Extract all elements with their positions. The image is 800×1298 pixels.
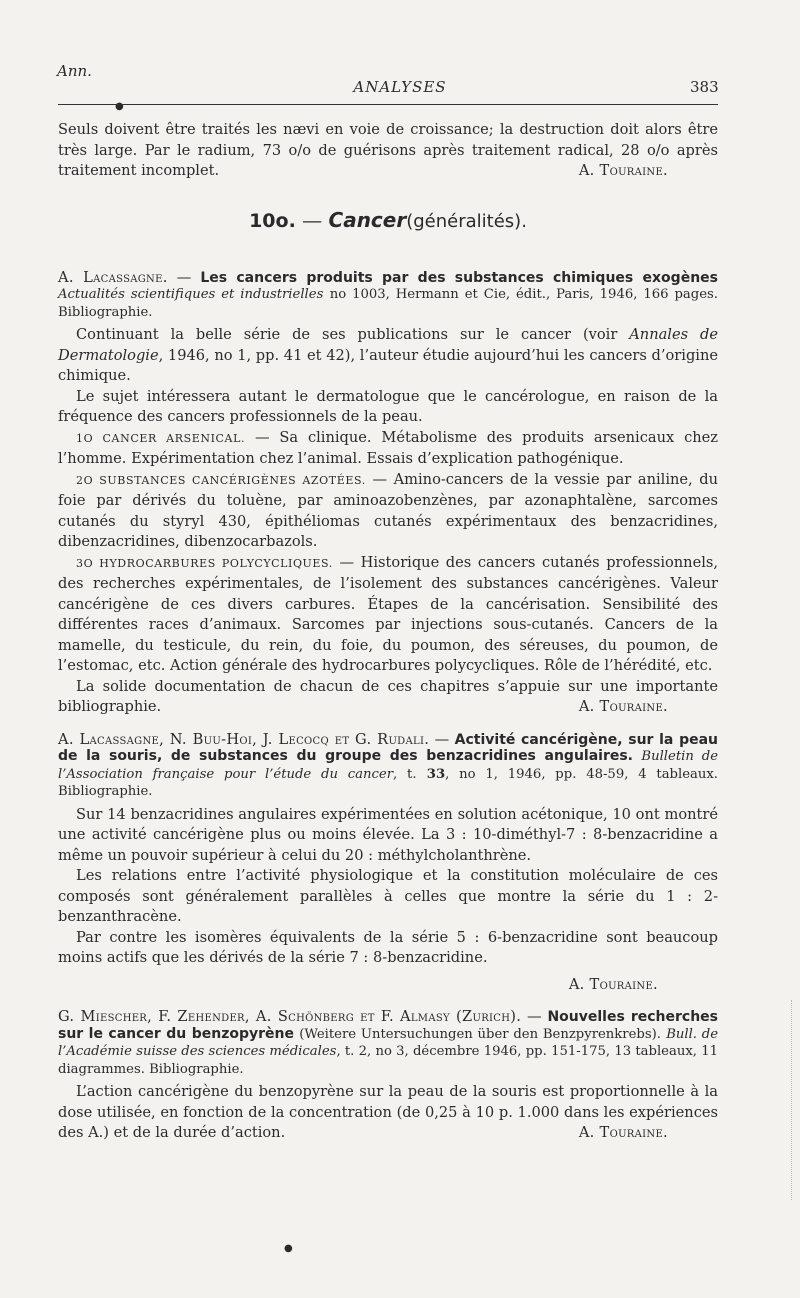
paragraph-text: — Historique des cancers cutanés professionnels, des recherches expérimentales, de l’isolement des substances cancérigènes. Valeur cancérigène de ces divers carbures. Étapes de la cancérisation. Sensibilité des différentes races d’animaux. Sarcomes par injections sous-cutanés. Cancers de la mamelle, du testicule, du rein, du foie, du poumon, des séreuses, du poumon, de l’estomac, etc. Action générale des hydrocarbures polycycliques. Rôle de l’hérédité, etc. [58,553,718,674]
entry-signature: A. Touraine. [578,1124,668,1141]
intro-paragraph [58,120,718,182]
page-number: 383 [690,78,719,96]
paragraph-text: Continuant la belle série de ses publications sur le cancer (voir [76,326,618,343]
entry-paragraph: Par contre les isomères équivalents de la série 5 : 6-benzacridine sont beaucoup moins actifs que les dérivés de la série 7 : 8-benzacridine. [58,928,718,966]
entry-title: Les cancers produits par des substances chimiques exogènes [200,269,718,286]
paragraph-label: 3O HYDROCARBURES POLYCYCLIQUES. [76,556,333,570]
section-number: 10o. [249,209,296,232]
entry-paragraph [58,677,718,718]
paragraph-text: L’action cancérigène du benzopyrène sur la peau de la souris est proportionnelle à la dose utilisée, en fonction de la concentration (de 0,25 à 10 p. 1.000 dans les expériences des A.) et de la durée d’action. [58,1083,718,1141]
main-text [58,120,718,1144]
section-title: Cancer [328,207,407,232]
entry-signature: A. Touraine. [568,975,658,993]
entry-author: A. Lacassagne, N. Buu-Hoi, J. Lecocq et G. Rudali. [58,730,430,748]
paragraph-text: — Amino-cancers de la vessie par aniline, du foie par dérivés du toluène, par aminoazobenzènes, par azonaphtalène, sarcomes cutanés du styryl 430, épithéliomas cutanés expérimentaux des benzacridines, dibenzacridines, dibenzocarbazols. [58,470,719,550]
paragraph-label: 2O SUBSTANCES CANCÉRIGÈNES AZOTÉES. [76,473,366,487]
entry-source: , no 1, 1946, pp. 48-59, 4 tableaux. Bibliographie. [58,766,719,799]
paragraph-label: 1O CANCER ARSENICAL. [76,431,246,445]
entry-paragraph: Les relations entre l’activité physiologique et la constitution moléculaire de ces composés sont généralement parallèles à celles que montre la série du 1 : 2-benzanthracène. [58,867,718,925]
entry-dash: — [176,268,192,286]
entry-paragraph [58,1082,718,1144]
margin-note: Ann. [57,62,92,80]
paragraph-text: , 1946, no 1, pp. 41 et 42), l’auteur étudie aujourd’hui les cancers d’origine chimique. [58,346,718,384]
entry-source: no 1003, Hermann et Cie, édit., Paris, 1946, 166 pages. Bibliographie. [58,287,718,320]
intro-text: Seuls doivent être traités les nævi en voie de croissance; la destruction doit alors être très large. Par le radium, 73 o/o de guérisons après traitement radical, 28 o/o après traitement incomplet. [58,121,718,179]
paragraph-text: — Sa clinique. Métabolisme des produits arsenicaux chez l’homme. Expérimentation chez l’animal. Essais d’explication pathogénique. [58,428,718,467]
header-rule [58,104,718,105]
review-entry-1 [58,270,718,718]
entry-paragraph [58,325,718,387]
entry-heading [58,732,718,801]
intro-signature: A. Touraine. [578,162,668,179]
entry-paragraph: Sur 14 benzacridines angulaires expérimentées en solution acétonique, 10 ont montré une activité cancérigène plus ou moins élevée. La 3 : 10-diméthyl-7 : 8-benzacridine a même un pouvoir supérieur à celui du 20 : méthylcholanthrène. [58,805,718,864]
entry-journal: Bull. de l’Académie suisse des sciences médicales [58,1026,719,1059]
running-head: ANALYSES [353,78,447,96]
section-heading [58,208,718,234]
entry-journal: Actualités scientifiques et industrielles [58,287,324,302]
paragraph-text: La solide documentation de chacun de ces chapitres s’appuie sur une importante bibliographie. [58,677,718,715]
entry-paragraph [58,428,718,470]
entry-author: G. Miescher, F. Zehender, A. Schönberg et F. Almasy (Zurich). [58,1008,522,1025]
entry-author: A. Lacassagne. [58,268,168,286]
speck-dot-icon: ● [115,101,124,112]
entry-paragraph [58,553,718,677]
entry-title: Nouvelles recherches sur le cancer du benzopyrène [58,1009,718,1042]
review-entry-3 [58,1009,718,1144]
section-subtitle: (généralités). [406,210,527,232]
entry-paragraph [58,470,718,553]
entry-source: , t. [393,766,417,782]
speck-dot-icon: ● [284,1243,293,1254]
entry-volume: 33 [426,766,446,782]
review-entry-2 [58,732,718,996]
entry-source: , t. 2, no 3, décembre 1946, pp. 151-175, 13 tableaux, 11 diagrammes. Bibliographie. [58,1044,718,1077]
entry-dash: — [527,1008,542,1025]
section-dash: — [302,207,323,232]
entry-heading [58,270,718,322]
entry-title: Activité cancérigène, sur la peau de la souris, de substances du groupe des benzacridines angulaires. [58,731,718,764]
entry-subtitle: (Weitere Untersuchungen über den Benzpyrenkrebs). [299,1026,661,1042]
entry-dash: — [434,730,450,748]
entry-paragraph: Le sujet intéressera autant le dermatologue que le cancérologue, en raison de la fréquence des cancers professionnels de la peau. [58,387,718,425]
page-edge-mark [791,1000,793,1200]
paragraph-reference: Annales de Dermatologie [58,326,719,364]
entry-signature-line [58,975,718,996]
entry-journal: Bulletin de l’Association française pour l’étude du cancer [58,749,719,782]
entry-heading [58,1009,718,1078]
entry-signature: A. Touraine. [578,698,668,715]
